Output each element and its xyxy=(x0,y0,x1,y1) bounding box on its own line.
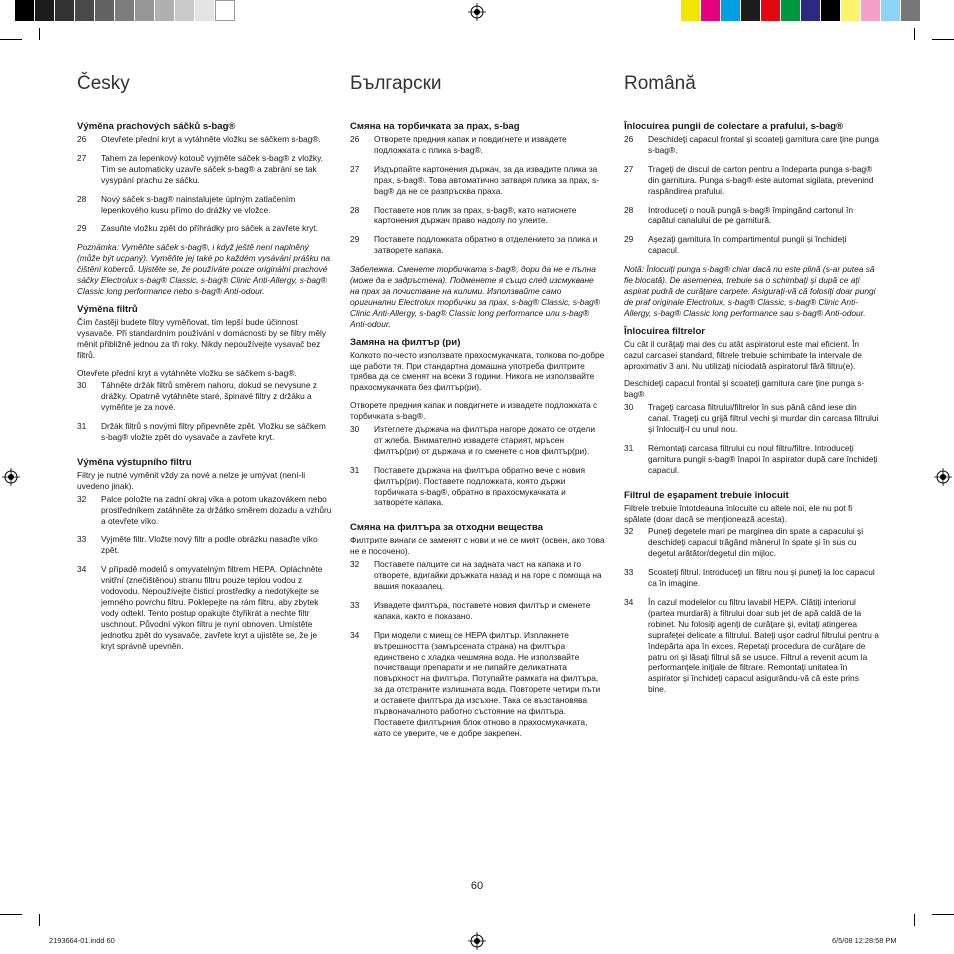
color-swatch xyxy=(841,0,861,21)
step-number: 30 xyxy=(77,380,87,391)
color-swatch xyxy=(861,0,881,21)
registration-mark-icon xyxy=(934,468,952,486)
step-number: 28 xyxy=(350,204,360,215)
step-text: Trageţi de discul de carton pentru a îndeparta punga s-bag® din garnitura. Punga s-bag® este automat sigilata, prevenind raspândirea prafului. xyxy=(648,163,874,196)
step-item xyxy=(77,421,332,443)
step-item xyxy=(350,134,605,156)
step-text: Nový sáček s-bag® nainstalujete úplným zatlačením lepenkového kusu přímo do drážky ve vložce. xyxy=(101,193,296,215)
step-number: 28 xyxy=(624,204,634,215)
step-list xyxy=(350,559,605,739)
column-romanian xyxy=(624,72,879,703)
step-text: Držák filtrů s novými filtry připevněte zpět. Vložku se sáčkem s-bag® vložte zpět do vysavače a zavřete kryt. xyxy=(101,421,326,443)
step-text: Поставете палците си на задната част на капака и го отворете, вдигайки дръжката назад и на горе с помоща на вашия показалец. xyxy=(374,559,602,591)
step-text: Táhněte držák filtrů směrem nahoru, dokud se nevysune z drážky. Opatrně vytáhněte staré, špinavé filtry z držáku a vyměňte je za nové. xyxy=(101,380,317,413)
color-swatch xyxy=(35,0,55,21)
column-title: Български xyxy=(350,73,442,94)
paragraph: Otevřete přední kryt a vytáhněte vložku se sáčkem s-bag®. xyxy=(77,367,297,378)
column-title: Română xyxy=(624,73,696,94)
section-title: Výměna prachových sáčků s-bag® xyxy=(77,121,236,132)
step-number: 29 xyxy=(624,234,634,245)
step-list xyxy=(350,424,605,508)
color-swatch xyxy=(75,0,95,21)
step-number: 27 xyxy=(350,163,360,174)
step-text: Puneţi degetele mari pe marginea din spate a capacului şi deschideţi capacul trăgând mânerul în spate şi în sus cu degetul arătător/degetul din mijloc. xyxy=(648,526,864,559)
step-text: Изтеглете държача на филтъра нагоре докато се отдели от жлеба. Внимателно извадете старият, мръсен филтър(ри) от държача и го сменете с нов филтър(ри). xyxy=(374,424,595,456)
color-swatch xyxy=(175,0,195,21)
footer-datetime: 6/5/08 12:28:58 PM xyxy=(832,936,897,945)
crop-mark xyxy=(39,914,40,926)
color-swatch xyxy=(881,0,901,21)
step-number: 29 xyxy=(350,234,360,245)
step-item xyxy=(77,534,332,556)
step-number: 31 xyxy=(350,464,360,475)
color-swatch xyxy=(135,0,155,21)
color-swatch xyxy=(781,0,801,21)
step-number: 31 xyxy=(77,421,87,432)
step-item xyxy=(350,164,605,197)
color-swatch xyxy=(741,0,761,21)
step-list xyxy=(77,494,332,652)
step-item xyxy=(77,223,332,234)
column-czech xyxy=(77,72,332,660)
step-text: Aşezaţi garnitura în compartimentul pungii şi închideţi capacul. xyxy=(648,234,847,256)
footer-file-name: 2193664-01.indd 60 xyxy=(49,936,115,945)
step-list xyxy=(350,134,605,256)
step-text: Поставете подложката обратно в отделението за плика и затворете капака. xyxy=(374,234,598,256)
color-swatch xyxy=(55,0,75,21)
step-list xyxy=(77,134,332,234)
step-item xyxy=(624,234,879,256)
step-number: 31 xyxy=(624,442,634,453)
section-title: Filtrul de eşapament trebuie înlocuit xyxy=(624,489,789,501)
step-text: Introduceţi o nouă pungă s-bag® împingând cartonul în capătul canalului de pe garnitură. xyxy=(648,204,853,226)
step-number: 34 xyxy=(624,597,634,607)
step-item xyxy=(624,526,879,559)
step-item xyxy=(624,134,879,156)
paragraph: Филтрите винаги се заменят с нови и не се мият (освен, ако това не е посочено). xyxy=(350,535,605,557)
step-text: Vyjměte filtr. Vložte nový filtr a podle obrázku nasaďte víko zpět. xyxy=(101,534,318,556)
step-item xyxy=(624,567,879,589)
step-text: Поставете държача на филтъра обратно вече с новия филтър(ри). Поставете подложката, която държи торбичката s-bag®, обратно в прахосмукачката и затворете капака. xyxy=(374,464,586,508)
step-number: 26 xyxy=(350,134,360,144)
step-number: 34 xyxy=(350,629,360,640)
step-number: 30 xyxy=(624,402,634,413)
crop-mark xyxy=(0,39,22,40)
step-list xyxy=(624,402,879,475)
step-item xyxy=(77,134,332,145)
color-swatch-bar xyxy=(681,0,921,21)
color-swatch xyxy=(701,0,721,21)
step-item xyxy=(624,205,879,227)
paragraph: Filtrele trebuie întotdeauna înlocuite cu altele noi, ele nu pot fi spălate (doar dacă se menţionează acesta). xyxy=(624,502,853,524)
step-number: 28 xyxy=(77,193,87,204)
section-title: Înlocuirea filtrelor xyxy=(624,325,706,337)
step-item xyxy=(624,597,879,695)
section-title: Замяна на филтър (ри) xyxy=(350,336,461,348)
step-item xyxy=(624,443,879,476)
crop-mark xyxy=(914,28,915,40)
color-swatch xyxy=(15,0,35,21)
step-item xyxy=(624,164,879,197)
step-list xyxy=(624,134,879,256)
crop-mark xyxy=(0,914,22,915)
step-text: Отворете предния капак и повдигнете и извадете подложката с плика s-bag®. xyxy=(374,134,567,155)
color-swatch xyxy=(901,0,921,21)
paragraph: Отворете предния капак и повдигнете и извадете подложката с торбичката s-bag®. xyxy=(350,400,598,422)
color-swatch xyxy=(821,0,841,21)
step-number: 32 xyxy=(350,559,360,570)
step-item xyxy=(77,380,332,413)
crop-mark xyxy=(914,914,915,926)
step-number: 33 xyxy=(350,599,360,610)
step-text: Tahem za lepenkový kotouč vyjměte sáček s-bag® z vložky. Tím se automaticky uzavře sáček s-bag® a zabrání se tak vysypání prachu ze sáčku. xyxy=(101,152,323,185)
step-number: 32 xyxy=(624,526,634,537)
step-number: 26 xyxy=(77,134,87,144)
step-number: 33 xyxy=(77,534,87,545)
section-title: Înlocuirea pungii de colectare a prafului, s-bag® xyxy=(624,121,844,132)
column-title: Česky xyxy=(77,73,130,94)
color-swatch xyxy=(761,0,781,21)
step-item xyxy=(350,600,605,622)
step-item xyxy=(77,564,332,651)
step-text: При модели с миещ се HEPA филтър. Изплакнете вътрешността (замърсената страна) на филтъра единствено с хладка чешмяна вода. Не използвайте почистващи препарати и не пипайте деликатната повърхност на филтъра. Потупайте рамката на филтъра, за да отстраните излишната вода. Повторете четири пъти и оставете филтъра да изсъхне. Така се възстановява първоначалното работно състояние на филтъра. Поставете филтърния блок отново в прахосмукачката, като се уверите, че е добре закрепен. xyxy=(374,629,601,738)
step-list xyxy=(77,380,332,443)
step-item xyxy=(350,234,605,256)
step-text: Извадете филтъра, поставете новия филтър и сменете капака, както е показано. xyxy=(374,599,591,621)
paragraph: Deschideţi capacul frontal şi scoateţi garnitura care ţine punga s-bag® xyxy=(624,378,865,400)
step-text: Palce položte na zadní okraj víka a potom ukazovákem nebo prostředníkem zatáhněte za držátko směrem dozadu a vzhůru a otevřete víko. xyxy=(101,493,332,526)
color-swatch xyxy=(721,0,741,21)
grayscale-swatch-bar xyxy=(15,0,235,21)
note-text: Забележка. Сменете торбичката s-bag®, дори да не е пълна (може да е задръстена). Подменете я също след изсмукване на прах за почистване на килими. Използвайте само оригинални Electrolux торбички за прах, s-bag® Classic, s-bag® Clinic Anti-Allergy, s-bag® Classic long performance или s-bag® Anti-odour. xyxy=(350,264,600,329)
step-text: Издърпайте картонения държач, за да извадите плика за прах, s-bag®. Това автоматично затваря плика за прах, s-bag® да не се разпръсква праха. xyxy=(374,163,599,196)
paragraph: Cu cât il curăţaţi mai des cu atât aspiratorul este mai eficient. În cazul carcasei standard, filtrele trebuie schimbate la intervale de aproximativ 3 ani. Nu utilizaţi niciodată aspiratorul fără filtru(e). xyxy=(624,338,862,371)
section-title: Výměna filtrů xyxy=(77,303,138,315)
color-swatch xyxy=(801,0,821,21)
registration-mark-icon xyxy=(468,932,486,950)
step-number: 26 xyxy=(624,134,634,144)
crop-mark xyxy=(932,39,954,40)
step-text: Поставете нов плик за прах, s-bag®, като натиснете картонения държач право надолу по улеите. xyxy=(374,204,577,226)
step-text: Deschideţi capacul frontal şi scoateţi garnitura care ţine punga s-bag®. xyxy=(648,134,879,155)
step-text: V případě modelů s omyvatelným filtrem HEPA. Opláchněte vnitřní (znečištěnou) stranu filtru pouze teplou vodou z vodovodu. Nepoužívejte čisticí prostředky a nedotýkejte se jemného povrchu filtru. Poklepejte na rám filtru, aby zbytek vody odtekl. Tento postup opakujte čtyřikrát a nechte filtr uschnout. Původní výkon filtru je nyní obnoven. Umístěte jednotku zpět do vysavače, zavřete kryt a ujistěte se, že je kryt správně upevněn. xyxy=(101,564,323,651)
column-bulgarian xyxy=(350,72,605,747)
crop-mark xyxy=(932,914,954,915)
paragraph: Čím častěji budete filtry vyměňovat, tím lepší bude účinnost vysavače. Při standardním používání v domácnosti by se filtry měly měnit přibližně jednou za tři roky. Nikdy nepoužívejte vysavač bez filtrů. xyxy=(77,316,327,360)
registration-mark-icon xyxy=(468,3,486,21)
crop-mark xyxy=(39,28,40,40)
step-number: 30 xyxy=(350,424,360,435)
step-number: 27 xyxy=(77,152,87,163)
step-item xyxy=(77,194,332,216)
step-item xyxy=(350,559,605,592)
paragraph: Filtry je nutné vyměnit vždy za nové a nelze je umývat (není-li uvedeno jinak). xyxy=(77,469,306,491)
color-swatch xyxy=(195,0,215,21)
registration-mark-icon xyxy=(2,468,20,486)
step-list xyxy=(624,526,879,695)
paragraph: Колкото по-често използвате прахосмукачката, толкова по-добре ще работи тя. При стандартна домашна употреба филтрите трябва да се сменят на всеки 3 години. Никога не използвайте прахосмукачката без филтър(ри). xyxy=(350,349,605,393)
step-text: Trageţi carcasa filtrului/filtrelor în sus până când iese din canal. Trageţi cu grijă filtrul vechi şi murdar din carcasa filtrului şi înlocuiţi-l cu unul nou. xyxy=(648,402,879,435)
page-number: 60 xyxy=(470,880,484,892)
step-item xyxy=(350,424,605,457)
step-item xyxy=(350,205,605,227)
step-text: Scoateţi filtrul. Introduceţi un filtru nou şi puneţi la loc capacul ca în imagine. xyxy=(648,567,875,589)
section-title: Смяна на торбичката за прах, s-bag xyxy=(350,121,520,132)
section-title: Výměna výstupního filtru xyxy=(77,456,192,468)
color-swatch xyxy=(681,0,701,21)
step-number: 27 xyxy=(624,163,634,174)
section-title: Смяна на филтъра за отходни вещества xyxy=(350,522,543,534)
color-swatch xyxy=(115,0,135,21)
step-text: Zasuňte vložku zpět do příhrádky pro sáček a zavřete kryt. xyxy=(101,223,318,234)
step-number: 29 xyxy=(77,223,87,234)
color-swatch xyxy=(215,0,235,21)
color-swatch xyxy=(95,0,115,21)
step-text: Remontaţi carcasa filtrului cu noul filtru/filtre. Introduceţi garnitura pungii s-bag® înapoi în aspirator după care închideţi capacul. xyxy=(648,442,878,475)
step-number: 33 xyxy=(624,567,634,578)
step-item xyxy=(77,153,332,186)
step-item xyxy=(624,402,879,435)
step-item xyxy=(77,494,332,527)
step-text: În cazul modelelor cu filtru lavabil HEPA. Clătiţi interiorul (partea murdară) a filtrului doar sub jet de apă caldă de la robinet. Nu folosiţi agenţi de curăţare şi, evitaţi atingerea suprafeţei delicate a filtrului. Bateţi uşor cadrul filtrului pentru a îndepărta apa în exces. Repetaţi procedura de curăţare de patru ori şi lăsaţi filtrul să se usuce. Filtrul a revenit acum la performanţele iniţiale de filtrare. Remontaţi unitatea în aspirator şi închideţi capacul asigurându-vă că este prins bine. xyxy=(648,597,879,695)
color-swatch xyxy=(155,0,175,21)
note-text: Poznámka: Vyměňte sáček s-bag®, i když ještě není naplněný (může být ucpaný). Vyměňte jej také po každém vysávání prášku na čištění koberců. Ujistěte se, že používáte pouze originální prachové sáčky Electrolux s-bag® Classic, s-bag® Clinic Anti-Allergy, s-bag® Classic long performance nebo s-bag® Anti-odour. xyxy=(77,242,331,296)
step-number: 34 xyxy=(77,564,87,575)
step-number: 32 xyxy=(77,493,87,504)
step-item xyxy=(350,465,605,509)
note-text: Notă: Înlocuiţi punga s-bag® chiar dacă nu este plină (s-ar putea să fie blocată). De asemenea, trebuie sa o schimbaţi şi după ce aţi aspirat pudră de curăţare carpete. Asiguraţi-vă că folosiţi doar pungi de praf originale Electrolux, s-bag® Classic, s-bag® Clinic Anti-Allergy, s-bag® Classic long performance sau s-bag® Anti-odour. xyxy=(624,264,876,318)
step-item xyxy=(350,630,605,739)
step-text: Otevřete přední kryt a vytáhněte vložku se sáčkem s-bag®. xyxy=(101,134,321,144)
